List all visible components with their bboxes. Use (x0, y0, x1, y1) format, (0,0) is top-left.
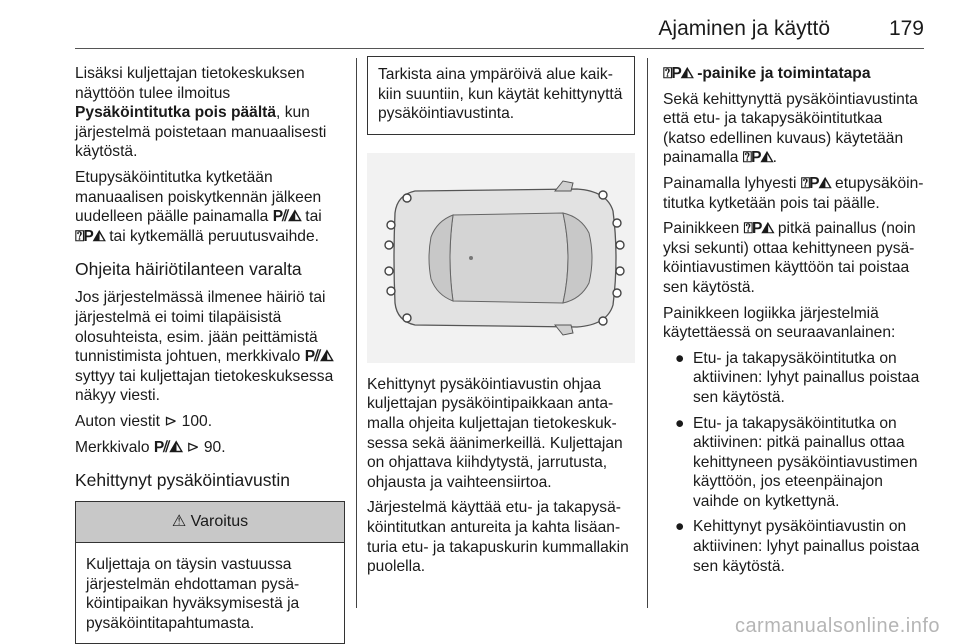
sensor (616, 267, 624, 275)
column-right (663, 64, 929, 582)
paragraph-fault: Jos järjestelmässä ilmenee häiriö tai järjestelmä ei toimi tilapäisistä olosuhteista, esim. jään peittämistä tunnistimista johtuen, merkkivalo P⫽◭ syttyy tai kuljettajan tietokeskuksessa näkyy viesti. (75, 289, 334, 405)
column-left (75, 64, 345, 644)
sensor (403, 194, 411, 202)
car-antenna (469, 256, 473, 260)
warning-text: Kuljettaja on täysin vastuussa järjestelmän ehdottaman pysäköintipaikan hyväksymisestä ja pysäköintitapahtumasta. (86, 556, 300, 632)
column-divider-1 (356, 58, 357, 608)
warning-title: ⚠ Varoitus (76, 502, 344, 543)
sensor (616, 241, 624, 249)
header-title: Ajaminen ja käyttö (658, 17, 830, 40)
column-divider-2 (647, 58, 648, 608)
parking-radar-symbol-icon: P⫽◭ (272, 208, 301, 226)
list-item: ● Etu- ja takapysäköintitutka on aktiivinen: pitkä painallus ottaa kehittyneen pysäköintiavustimen käyttöön, jos eteenpäinajon vaihde on kytkettynä. (675, 414, 918, 510)
heading-button-operation: ⍰P◭ -painike ja toimintatapa (663, 65, 871, 82)
paragraph-button-logic: Painikkeen logiikka järjestelmiä käytettäessä on seuraavanlainen: (663, 304, 896, 342)
page-number: 179 (888, 17, 924, 40)
sensor (387, 221, 395, 229)
sensor-diagram (367, 153, 635, 363)
header-rule (75, 48, 924, 49)
car-mirror-right (555, 325, 573, 335)
logic-list (663, 349, 929, 577)
sensor (613, 289, 621, 297)
sensor (385, 267, 393, 275)
sensor (403, 314, 411, 322)
paragraph-radar-off-message: Lisäksi kuljettajan tietokeskuksen näyttöön tulee ilmoitus Pysäköintitutka pois päältä, kun järjestelmä poistetaan manuaalisesti käytöstä. (75, 65, 327, 161)
parking-button-symbol-icon: ⍰P◭ (743, 220, 774, 238)
car-roof (450, 213, 568, 303)
bullet-icon: ● (675, 349, 685, 367)
parking-button-symbol-icon: ⍰P◭ (800, 174, 831, 192)
bullet-icon: ● (675, 414, 685, 432)
car-topview-illustration (367, 153, 635, 363)
sensor (385, 241, 393, 249)
list-item: ● Kehittynyt pysäköintiavustin on aktiivinen: lyhyt painallus poistaa sen käytöstä. (675, 518, 920, 575)
paragraph-park-assist-sensors: Järjestelmä käyttää etu- ja takapysäköintitutkan antureita ja kahta lisäanturia etu- ja takapuskurin kummallakin puolella. (367, 499, 629, 576)
heading-advanced-park-assist: Kehittynyt pysäköintiavustin (75, 470, 290, 491)
parking-button-symbol-icon: ⍰P◭ (75, 227, 105, 245)
car-mirror-left (555, 181, 573, 191)
list-item: ● Etu- ja takapysäköintitutka on aktiivinen: lyhyt painallus poistaa sen käytöstä. (675, 349, 920, 406)
reference-indicator: Merkkivalo P⫽◭ ⊳ 90. (75, 438, 226, 456)
sensor (387, 287, 395, 295)
paragraph-long-press: Painikkeen ⍰P◭ pitkä painallus (noin yksi sekunti) ottaa kehittyneen pysäköintiavustimen käyttöön tai poistaa sen käytöstä. (663, 220, 916, 296)
page-header (75, 0, 924, 50)
watermark: carmanualsonline.info (734, 615, 940, 637)
column-middle (367, 64, 635, 583)
heading-fault: Ohjeita häiriötilanteen varalta (75, 259, 302, 280)
paragraph-reactivation: Etupysäköintitutka kytketään manuaalisen poiskytkennän jälkeen uudelleen päälle painamalla P⫽◭ tai ⍰P◭ tai kytkemällä peruutusvaihde. (75, 168, 322, 245)
caption-park-assist (367, 375, 635, 577)
reference-vehicle-messages: Auton viestit ⊳ 100. (75, 412, 213, 430)
bullet-icon: ● (675, 518, 685, 536)
warning-box (75, 501, 345, 644)
parking-radar-symbol-icon: P⫽◭ (304, 348, 333, 366)
paragraph-button-usage: Sekä kehittynyttä pysäköintiavustinta että etu- ja takapysäköintitutkaa (katso edellinen kuvaus) käytetään painamalla ⍰P◭. (663, 90, 918, 167)
parking-button-symbol-icon: ⍰P◭ (663, 65, 693, 82)
paragraph-park-assist-guidance: Kehittynyt pysäköintiavustin ohjaa kuljettajan pysäköintipaikkaan antamalla ohjeita kuljettajan tietokeskuksessa sekä äänimerkeillä. Kuljettajan on ohjattava kiihdytystä, jarrutusta, ohjausta ja vaihteensiirtoa. (367, 375, 623, 491)
parking-radar-symbol-icon: P⫽◭ (153, 438, 183, 456)
sensor (599, 317, 607, 325)
parking-button-symbol-icon: ⍰P◭ (742, 149, 773, 167)
sensor (613, 219, 621, 227)
sensor (599, 191, 607, 199)
note-box: Tarkista aina ympäröivä alue kaikkiin suuntiin, kun käytät kehittynyttä pysäköintiavustinta. (367, 56, 635, 135)
paragraph-short-press: Painamalla lyhyesti ⍰P◭ etupysäköintitutka kytketään pois tai päälle. (663, 174, 924, 212)
message-text: Pysäköintitutka pois päältä (75, 104, 277, 122)
